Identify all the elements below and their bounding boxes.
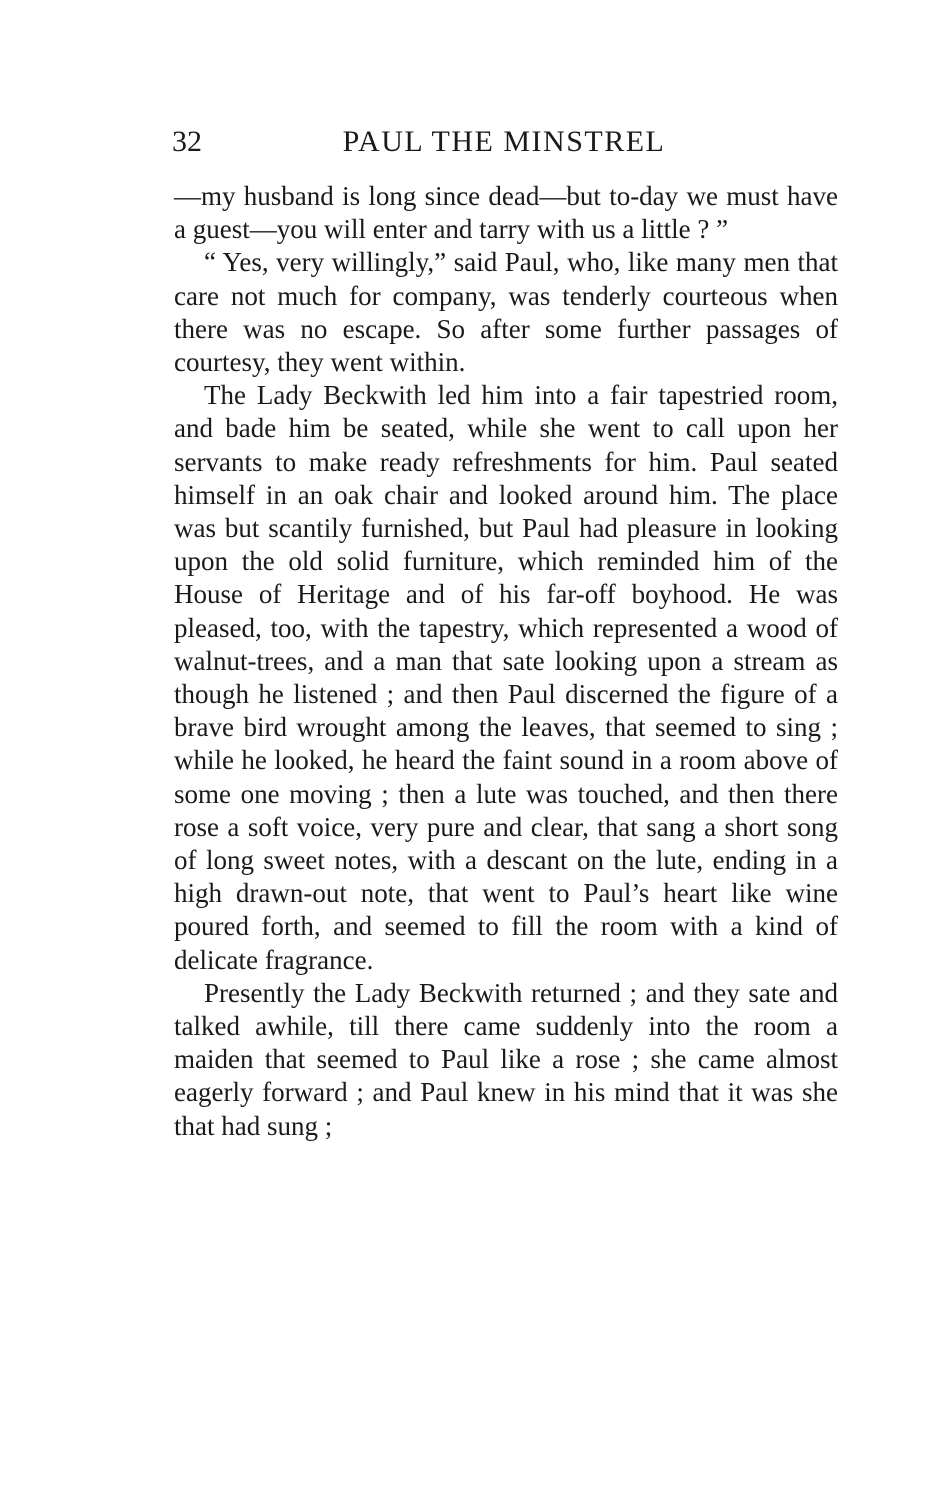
page-number: 32 (172, 125, 202, 158)
running-title: PAUL THE MINSTREL (342, 125, 666, 158)
paragraph: The Lady Beckwith led him into a fair tapestried room, and bade him be seated, while she went to call upon her servants to make ready refreshments for him. Paul seated himself in an oak chair and looked around him. The place was but scantily furnished, but Paul had pleasure in looking upon the old solid furniture, which reminded him of the House of Heritage and of his far-off boyhood. He was pleased, too, with the tapestry, which represented a wood of walnut-trees, and a man that sate looking upon a stream as though he listened ; and then Paul discerned the figure of a brave bird wrought among the leaves, that seemed to sing ; while he looked, he heard the faint sound in a room above of some one moving ; then a lute was touched, and then there rose a soft voice, very pure and clear, that sang a short song of long sweet notes, with a descant on the lute, ending in a high drawn-out note, that went to Paul’s heart like wine poured forth, and seemed to fill the room with a kind of delicate fragrance. (174, 380, 838, 975)
body-text (174, 180, 838, 1143)
paragraph: Presently the Lady Beckwith returned ; and they sate and talked awhile, till there came suddenly into the room a maiden that seemed to Paul like a rose ; she came almost eagerly forward ; and Paul knew in his mind that it was she that had sung ; (174, 977, 838, 1141)
page-header (172, 118, 836, 166)
paragraph: “ Yes, very willingly,” said Paul, who, like many men that care not much for company, was tenderly courteous when there was no escape. So after some further passages of courtesy, they went within. (174, 247, 838, 378)
paragraph-continuation: —my husband is long since dead—but to-day we must have a guest—you will enter and tarry with us a little ? ” (174, 181, 838, 245)
